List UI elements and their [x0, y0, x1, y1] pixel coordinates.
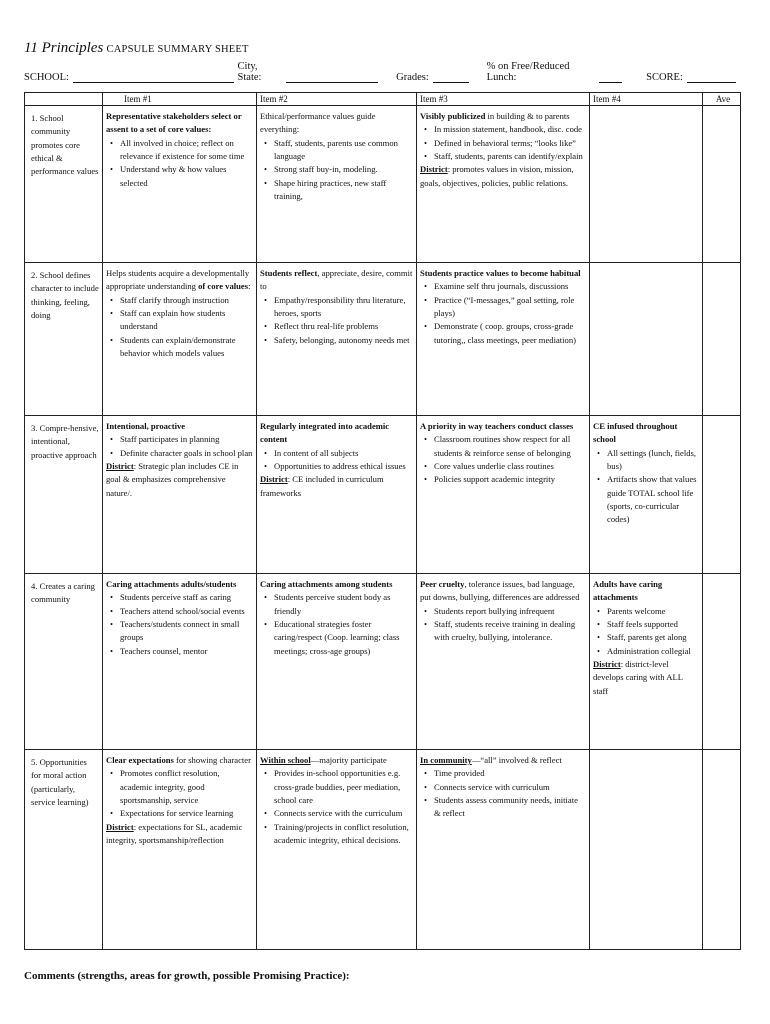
- grades-label: Grades:: [396, 72, 429, 83]
- row5-item3[interactable]: In community—“all” involved & reflect • Time provided • Connects service with curriculum • Students assess community needs, initiate & reflect: [417, 750, 590, 950]
- row5-item1[interactable]: Clear expectations for showing character • Promotes conflict resolution, academic integrity, good sportsmanship, service • Expectations for service learning District: expectations for SL, academic integrity, sportsmanship/reflection: [103, 750, 257, 950]
- sheet-title: [24, 40, 249, 57]
- row3-item1[interactable]: Intentional, proactive • Staff participates in planning • Definite character goals in school plan District: Strategic plan includes CE in goal & emphasizes comprehensive nature/.: [103, 416, 257, 574]
- table-row: [25, 106, 741, 263]
- header-item4: Item #4: [590, 93, 703, 106]
- table-row: [25, 263, 741, 416]
- score-label: SCORE:: [646, 72, 683, 83]
- row4-item3[interactable]: Peer cruelty, tolerance issues, bad language, put downs, bullying, differences are addressed • Students report bullying infrequent • Staff, students receive training in dealing with cruelty, bullying, intolerance.: [417, 574, 590, 750]
- header-principle: [25, 93, 103, 106]
- row1-item3[interactable]: Visibly publicized in building & to parents • In mission statement, handbook, disc. code • Defined in behavioral terms; “looks like” • Staff, students, parents can identify/explain District: promotes values in vision, mission, goals, objectives, policies, public relations.: [417, 106, 590, 263]
- row4-item1[interactable]: Caring attachments adults/students • Students perceive staff as caring • Teachers attend school/social events • Teachers/students connect in small groups • Teachers counsel, mentor: [103, 574, 257, 750]
- table-row: [25, 416, 741, 574]
- header-item1: Item #1: [103, 93, 257, 106]
- row4-item4[interactable]: Adults have caring attachments • Parents welcome • Staff feels supported • Staff, parents get along • Administration collegial District: district-level develops caring with ALL staff: [590, 574, 703, 750]
- table-header-row: [25, 93, 741, 106]
- principle-1: 1. School community promotes core ethical & performance values: [25, 106, 103, 263]
- row3-item4[interactable]: CE infused throughout school • All settings (lunch, fields, bus) • Artifacts show that values guide TOTAL school life (sports, co-curricular codes): [590, 416, 703, 574]
- title-rest: CAPSULE SUMMARY SHEET: [106, 44, 249, 55]
- row2-item3[interactable]: Students practice values to become habitual • Examine self thru journals, discussions • Practice (“I-messages,” goal setting, role plays) • Demonstrate ( coop. groups, cross-grade tutoring,, class meetings, peer mediation): [417, 263, 590, 416]
- row2-item4[interactable]: [590, 263, 703, 416]
- table-row: [25, 574, 741, 750]
- header-fields: [24, 61, 740, 83]
- row5-ave[interactable]: [703, 750, 741, 950]
- row4-ave[interactable]: [703, 574, 741, 750]
- principle-5: 5. Opportunities for moral action (particularly, service learning): [25, 750, 103, 950]
- comments-label: Comments (strengths, areas for growth, possible Promising Practice):: [24, 970, 350, 982]
- row3-item3[interactable]: A priority in way teachers conduct classes • Classroom routines show respect for all students & reinforce sense of belonging • Core values underlie class routines • Policies support academic integrity: [417, 416, 590, 574]
- row3-item2[interactable]: Regularly integrated into academic content • In content of all subjects • Opportunities to address ethical issues District: CE included in curriculum frameworks: [257, 416, 417, 574]
- row5-item2[interactable]: Within school—majority participate • Provides in-school opportunities e.g. cross-grade buddies, peer mediation, school care • Connects service with the curriculum • Training/projects in conflict resolution, academic integrity, ethical decisions.: [257, 750, 417, 950]
- grades-blank[interactable]: [433, 72, 469, 83]
- row1-item1[interactable]: Representative stakeholders select or assent to a set of core values: • All involved in choice; reflect on relevance if existence for some time • Understand why & how values selected: [103, 106, 257, 263]
- row1-item4[interactable]: [590, 106, 703, 263]
- header-item3: Item #3: [417, 93, 590, 106]
- lunch-blank[interactable]: [599, 72, 622, 83]
- row1-ave[interactable]: [703, 106, 741, 263]
- header-item2: Item #2: [257, 93, 417, 106]
- school-blank[interactable]: [73, 72, 234, 83]
- row5-item4[interactable]: [590, 750, 703, 950]
- header-ave: Ave: [703, 93, 741, 106]
- principle-4: 4. Creates a caring community: [25, 574, 103, 750]
- principle-2: 2. School defines character to include thinking, feeling, doing: [25, 263, 103, 416]
- city-state-blank[interactable]: [286, 72, 379, 83]
- row3-ave[interactable]: [703, 416, 741, 574]
- school-label: SCHOOL:: [24, 72, 69, 83]
- row2-ave[interactable]: [703, 263, 741, 416]
- title-italic: 11 Principles: [24, 40, 104, 56]
- row1-item2[interactable]: Ethical/performance values guide everything: • Staff, students, parents use common language • Strong staff buy-in, modeling. • Shape hiring practices, new staff training,: [257, 106, 417, 263]
- row2-item1[interactable]: Helps students acquire a developmentally appropriate understanding of core values: • Staff clarify through instruction • Staff can explain how students understand • Students can explain/demonstrate behavior which models values: [103, 263, 257, 416]
- score-blank[interactable]: [687, 72, 736, 83]
- principle-3: 3. Compre-hensive, intentional, proactive approach: [25, 416, 103, 574]
- row4-item2[interactable]: Caring attachments among students • Students perceive student body as friendly • Educational strategies foster caring/respect (Coop. learning; class meetings; cross-age groups): [257, 574, 417, 750]
- principles-table: [24, 92, 741, 950]
- row2-item2[interactable]: Students reflect, appreciate, desire, commit to • Empathy/responsibility thru literature, heroes, sports • Reflect thru real-life problems • Safety, belonging, autonomy needs met: [257, 263, 417, 416]
- lunch-label: % on Free/Reduced Lunch:: [486, 61, 570, 83]
- city-state-label: City, State:: [237, 61, 262, 83]
- table-row: [25, 750, 741, 950]
